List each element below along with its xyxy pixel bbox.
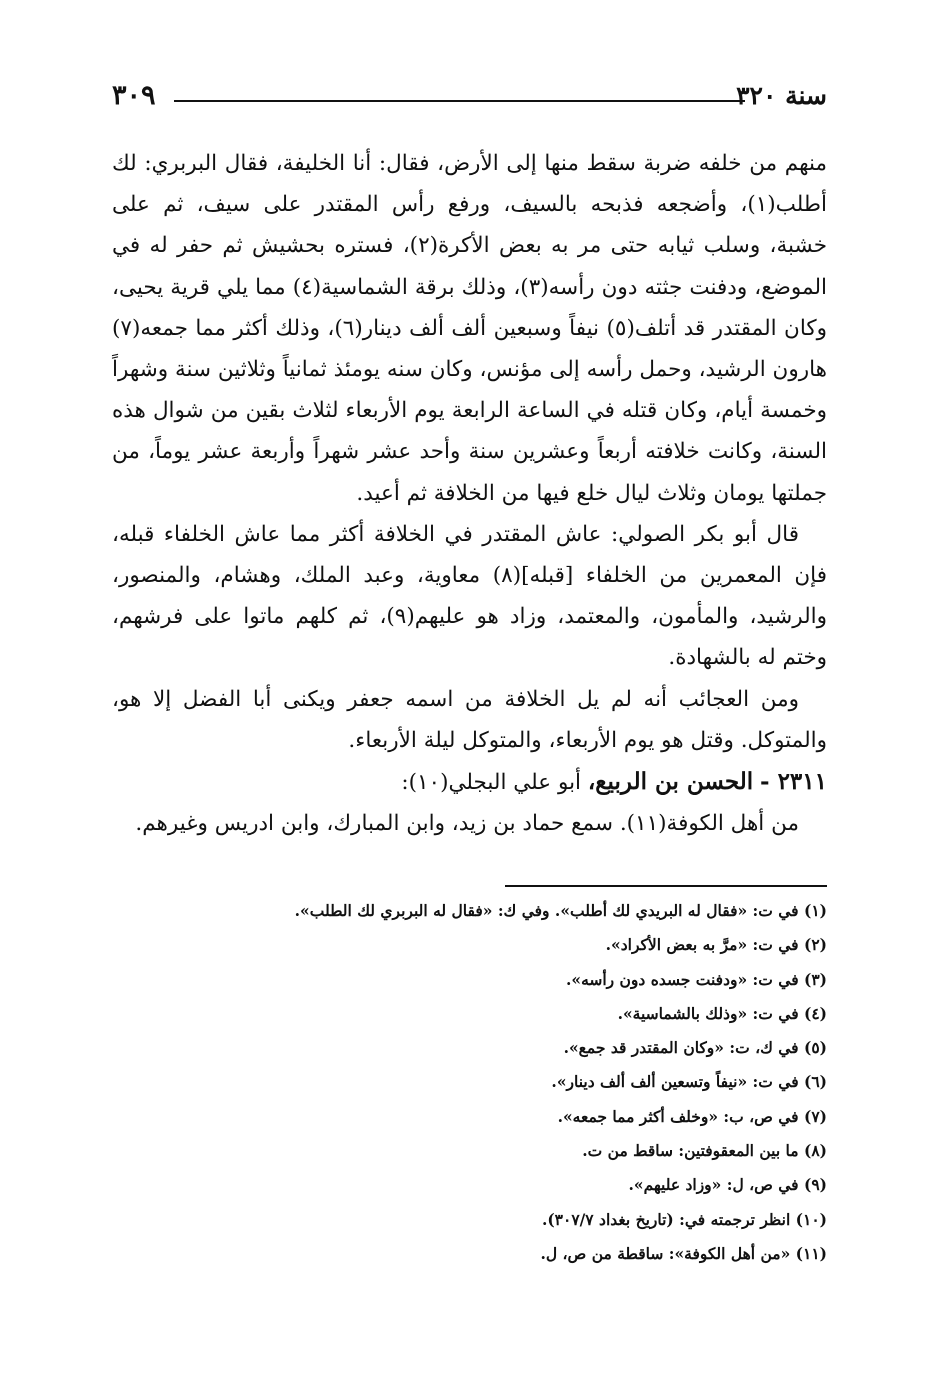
paragraph: قال أبو بكر الصولي: عاش المقتدر في الخلافة أكثر مما عاش الخلفاء قبله، فإن المعمرين من الخلفاء [قبله](٨) معاوية، وعبد الملك، وهشام، والمنصور، والرشيد، والمأمون، والمعتمد، وزاد هو عليهم(٩)، ثم كلهم ماتوا على فرشهم، وختم له بالشهادة. [112,521,828,671]
footnote: (٢) في ت: «مرَّ به بعض الأكراد». [605,935,827,955]
header-rule [174,100,745,102]
page-number: ٣٠٩ [112,80,156,111]
running-title: سنة ٣٢٠ [736,81,827,110]
main-text [112,143,827,844]
entry-number: ٢٣١١ - [760,768,827,796]
footnote: (٩) في ص، ل: «وزاد عليهم». [628,1175,827,1195]
footnote: (٧) في ص، ب: «وخلف أكثر مما جمعه». [557,1106,827,1126]
entry-heading [112,761,827,803]
footnote: (٣) في ت: «ودفنت جسده دون رأسه». [565,969,827,989]
footnote: (٤) في ت: «وذلك بالشماسية». [617,1003,827,1023]
footnote: (٦) في ت: «نيفاً وتسعين ألف ألف دينار». [551,1072,827,1092]
page-header [112,78,827,114]
footnote: (٥) في ك، ت: «وكان المقتدر قد جمع». [563,1038,827,1058]
paragraph: منهم من خلفه ضربة سقط منها إلى الأرض، فقال: أنا الخليفة، فقال البربري: لك أطلب(١)، وأضجعه فذبحه بالسيف، ورفع رأس المقتدر على سيف، ثم على خشبة، وسلب ثيابه حتى مر به بعض الأكرة(٢)، فستره بحشيش ثم حفر له في الموضع، ودفنت جثته دون رأسه(٣)، وذلك برقة الشماسية(٤) مما يلي قرية يحيى، وكان المقتدر قد أتلف(٥) نيفاً وسبعين ألف ألف دينار(٦)، وذلك أكثر مما جمعه(٧) هارون الرشيد، وحمل رأسه إلى مؤنس، وكان سنه يومئذ ثمانياً وثلاثين سنة وشهراً وخمسة أيام، وكان قتله في الساعة الرابعة يوم الأربعاء لثلاث بقين من شوال هذه السنة، وكانت خلافته أربعاً وعشرين سنة وأحد عشر شهراً وأربعة عشر يوماً، من جملتها يومان وثلاث ليال خلع فيها من الخلافة ثم أعيد. [112,151,828,506]
footnotes [112,894,827,1271]
footnote: (١١) «من أهل الكوفة»: ساقطة من ص، ل. [540,1243,827,1263]
footnote: (١٠) انظر ترجمته في: (تاريخ بغداد ٣٠٧/٧). [541,1209,827,1229]
footnote-separator [505,885,827,887]
entry-text: من أهل الكوفة(١١). سمع حماد بن زيد، وابن المبارك، وابن ادريس وغيرهم. [135,811,799,837]
entry-kunya: أبو علي البجلي(١٠): [401,770,582,796]
entry-name: الحسن بن الربيع، [587,768,754,796]
footnote: (٨) ما بين المعقوفتين: ساقط من ت. [582,1141,827,1161]
paragraph: ومن العجائب أنه لم يل الخلافة من اسمه جعفر ويكنى أبا الفضل إلا هو، والمتوكل. وقتل هو يوم الأربعاء، والمتوكل ليلة الأربعاء. [112,686,827,753]
footnote: (١) في ت: «فقال له البريدي لك أطلب». وفي ك: «فقال له البربري لك الطلب». [294,901,827,920]
